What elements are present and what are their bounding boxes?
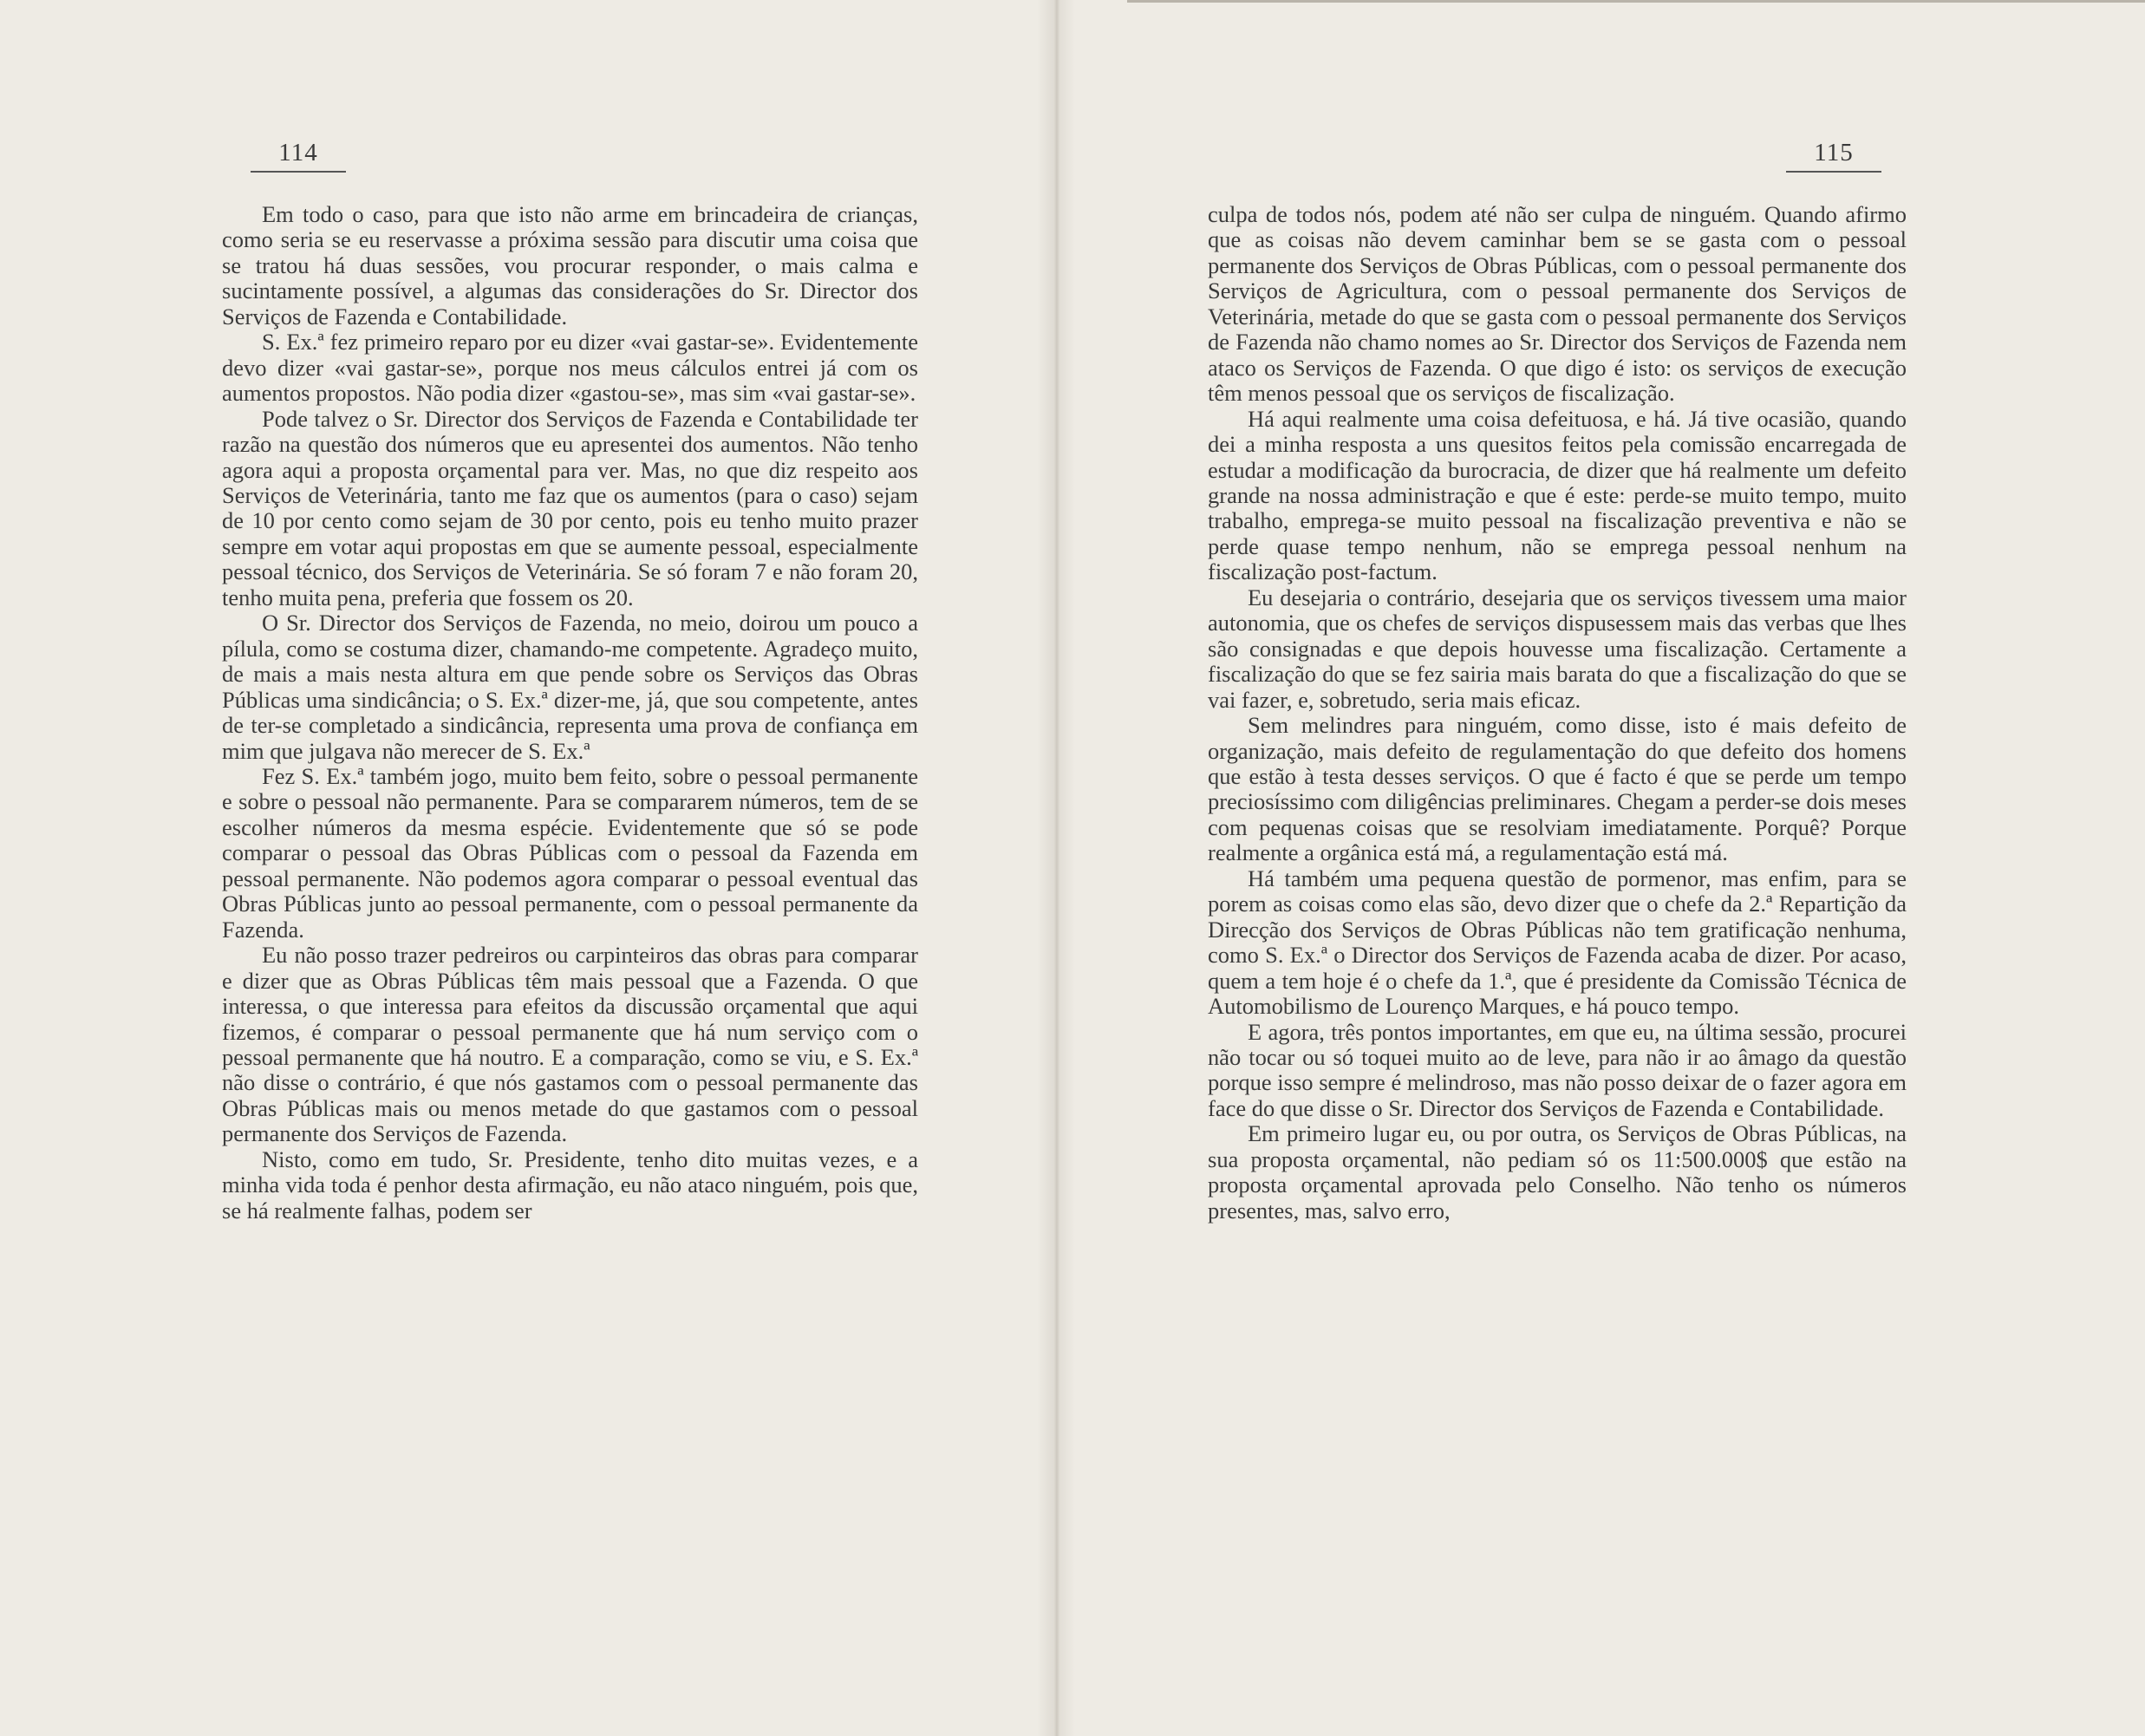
right-page-text <box>1208 202 1907 1224</box>
paragraph: culpa de todos nós, podem até não ser culpa de ninguém. Quando afirmo que as coisas não devem caminhar bem se se gasta com o pessoal permanente dos Serviços de Obras Públicas, com o pessoal permanente dos Serviços de Agricultura, com o pessoal permanente dos Serviços de Veterinária, metade do que se gasta com o pessoal permanente dos Serviços de Fazenda não chamo nomes ao Sr. Director dos Serviços de Fazenda nem ataco os Serviços de Fazenda. O que digo é isto: os serviços de execução têm menos pessoal que os serviços de fiscalização. <box>1208 201 1907 407</box>
paragraph: Eu desejaria o contrário, desejaria que os serviços tivessem uma maior autonomia, que os chefes de serviços dispusessem mais das verbas que lhes são consignadas e que depois houvesse uma fiscalização. Certamente a fiscalização do que se fez sairia mais barata do que a fiscalização do que se vai fazer, e, sobretudo, seria mais eficaz. <box>1208 584 1907 713</box>
paragraph: Sem melindres para ninguém, como disse, isto é mais defeito de organização, mais defeito de regulamentação do que defeito dos homens que estão à testa desses serviços. O que é facto é que se perde um tempo preciosíssimo com diligências preliminares. Chegam a perder-se dois meses com pequenas coisas que se resolviam imediatamente. Porquê? Porque realmente a orgânica está má, a regulamentação está má. <box>1208 712 1907 866</box>
page-number-left: 114 <box>251 139 346 173</box>
paragraph: E agora, três pontos importantes, em que eu, na última sessão, procurei não tocar ou só toquei muito ao de leve, para não ir ao âmago da questão porque isso sempre é melindroso, mas não posso deixar de o fazer agora em face do que disse o Sr. Director dos Serviços de Fazenda e Contabilidade. <box>1208 1018 1907 1121</box>
page-top-edge <box>1127 0 2145 3</box>
paragraph: Fez S. Ex.ª também jogo, muito bem feito, sobre o pessoal permanente e sobre o pessoal não permanente. Para se compararem números, tem de se escolher números da mesma espécie. Evidentemente que só se pode comparar o pessoal das Obras Públicas com o pessoal da Fazenda em pessoal permanente. Não podemos agora comparar o pessoal eventual das Obras Públicas junto ao pessoal permanente, com o pessoal permanente da Fazenda. <box>222 762 918 943</box>
paragraph: Há aqui realmente uma coisa defeituosa, e há. Já tive ocasião, quando dei a minha resposta a uns quesitos feitos pela comissão encarregada de estudar a modificação da burocracia, de dizer que há realmente um defeito grande na nossa administração e que é este: perde-se muito tempo, muito trabalho, emprega-se muito pessoal na fiscalização preventiva e não se perde quase tempo nenhum, não se emprega pessoal nenhum na fiscalização post-factum. <box>1208 405 1907 585</box>
paragraph: S. Ex.ª fez primeiro reparo por eu dizer «vai gastar-se». Evidentemente devo dizer «vai gastar-se», porque nos meus cálculos entrei já com os aumentos propostos. Não podia dizer «gastou-se», mas sim «vai gastar-se». <box>222 329 918 407</box>
paragraph: Em primeiro lugar eu, ou por outra, os Serviços de Obras Públicas, na sua proposta orçamental, não pediam só os 11:500.000$ que estão na proposta orçamental aprovada pelo Conselho. Não tenho os números presentes, mas, salvo erro, <box>1208 1120 1907 1224</box>
page-number-right: 115 <box>1786 139 1881 173</box>
paragraph: Pode talvez o Sr. Director dos Serviços de Fazenda e Contabilidade ter razão na questão dos números que eu apresentei dos aumentos. Não tenho agora aqui a proposta orçamental para ver. Mas, no que diz respeito aos Serviços de Veterinária, tanto me faz que os aumentos (para o caso) sejam de 10 por cento como sejam de 30 por cento, pois eu tenho muito prazer sempre em votar aqui propostas em que se aumente pessoal, especialmente pessoal técnico, dos Serviços de Veterinária. Se só foram 7 e não foram 20, tenho muita pena, preferia que fossem os 20. <box>222 405 918 610</box>
right-page <box>1056 0 2145 1736</box>
paragraph: O Sr. Director dos Serviços de Fazenda, no meio, doirou um pouco a pílula, como se costuma dizer, chamando-me competente. Agradeço muito, de mais a mais nesta altura em que pende sobre os Serviços das Obras Públicas uma sindicância; o S. Ex.ª dizer-me, já, que sou competente, antes de ter-se completado a sindicância, representa uma prova de confiança em mim que julgava não merecer de S. Ex.ª <box>222 610 918 764</box>
paragraph: Há também uma pequena questão de pormenor, mas enfim, para se porem as coisas como elas são, devo dizer que o chefe da 2.ª Repartição da Direcção dos Serviços de Obras Públicas não tem gratificação nenhuma, como S. Ex.ª o Director dos Serviços de Fazenda acaba de dizer. Por acaso, quem a tem hoje é o chefe da 1.ª, que é presidente da Comissão Técnica de Automobilismo de Lourenço Marques, e há pouco tempo. <box>1208 865 1907 1020</box>
left-page-text <box>222 202 918 1224</box>
left-page <box>0 0 1056 1736</box>
paragraph: Em todo o caso, para que isto não arme em brincadeira de crianças, como seria se eu reservasse a próxima sessão para discutir uma coisa que se tratou há duas sessões, vou procurar responder, o mais calma e sucintamente possível, a algumas das considerações do Sr. Director dos Serviços de Fazenda e Contabilidade. <box>222 201 918 330</box>
book-gutter-shadow <box>1037 0 1075 1736</box>
paragraph: Nisto, como em tudo, Sr. Presidente, tenho dito muitas vezes, e a minha vida toda é penhor desta afirmação, eu não ataco ninguém, pois que, se há realmente falhas, podem ser <box>222 1145 918 1224</box>
paragraph: Eu não posso trazer pedreiros ou carpinteiros das obras para comparar e dizer que as Obras Públicas têm mais pessoal que a Fazenda. O que interessa, o que interessa para efeitos da discussão orçamental que aqui fizemos, é comparar o pessoal permanente que há num serviço com o pessoal permanente que há noutro. E a comparação, como se viu, e S. Ex.ª não disse o contrário, é que nós gastamos com o pessoal permanente das Obras Públicas mais ou menos metade do que gastamos com o pessoal permanente dos Serviços de Fazenda. <box>222 942 918 1147</box>
